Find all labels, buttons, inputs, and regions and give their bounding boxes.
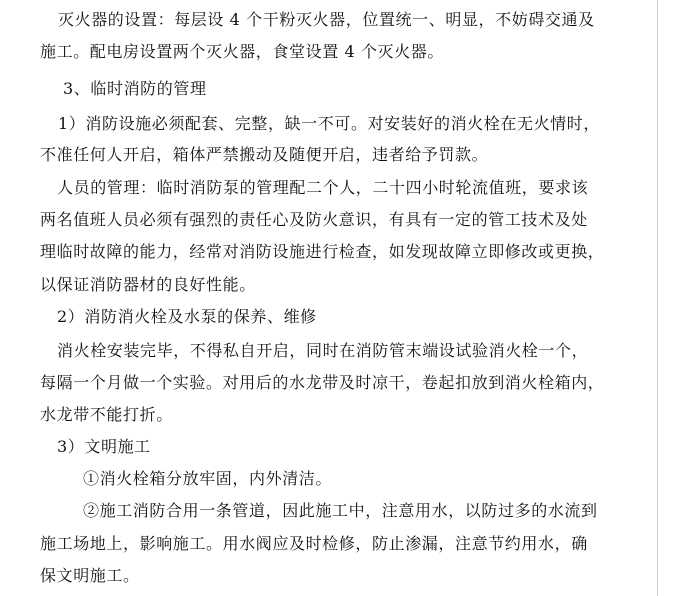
text-line: 每隔一个月做一个实验。对用后的水龙带及时凉干，卷起扣放到消火栓箱内， [40, 373, 605, 392]
list-item: ②施工消防合用一条管道，因此施工中，注意用水，以防过多的水流到 [83, 501, 598, 520]
subsection-heading: 3）文明施工 [57, 437, 151, 456]
text-line: 理临时故障的能力，经常对消防设施进行检查，如发现故障立即修改或更换， [40, 242, 605, 261]
text-line: 不准任何人开启，箱体严禁搬动及随便开启，违者给予罚款。 [40, 145, 489, 164]
text-line: 保文明施工。 [40, 566, 140, 585]
text-line: 1）消防设施必须配套、完整，缺一不可。对安装好的消火栓在无火情时， [58, 114, 600, 133]
list-item: ①消火栓箱分放牢固，内外清洁。 [83, 469, 333, 488]
text-line: 两名值班人员必须有强烈的责任心及防火意识，有具有一定的管工技术及处 [40, 210, 588, 229]
text-line: 水龙带不能打折。 [40, 405, 173, 424]
text-line: 施工。配电房设置两个灭火器，食堂设置 4 个灭火器。 [40, 42, 444, 61]
text-line: 施工场地上，影响施工。用水阀应及时检修，防止渗漏，注意节约用水，确 [40, 534, 588, 553]
text-line: 人员的管理：临时消防泵的管理配二个人，二十四小时轮流值班，要求该 [57, 178, 589, 197]
section-heading: 3、临时消防的管理 [63, 79, 207, 98]
subsection-heading: 2）消防消火栓及水泵的保养、维修 [57, 307, 317, 326]
text-line: 灭火器的设置：每层设 4 个干粉灭火器，位置统一、明显，不妨碍交通及 [58, 10, 595, 29]
text-line: 以保证消防器材的良好性能。 [40, 275, 256, 294]
page-margin-line [657, 0, 658, 596]
text-line: 消火栓安装完毕，不得私自开启，同时在消防管末端设试验消火栓一个， [57, 341, 589, 360]
